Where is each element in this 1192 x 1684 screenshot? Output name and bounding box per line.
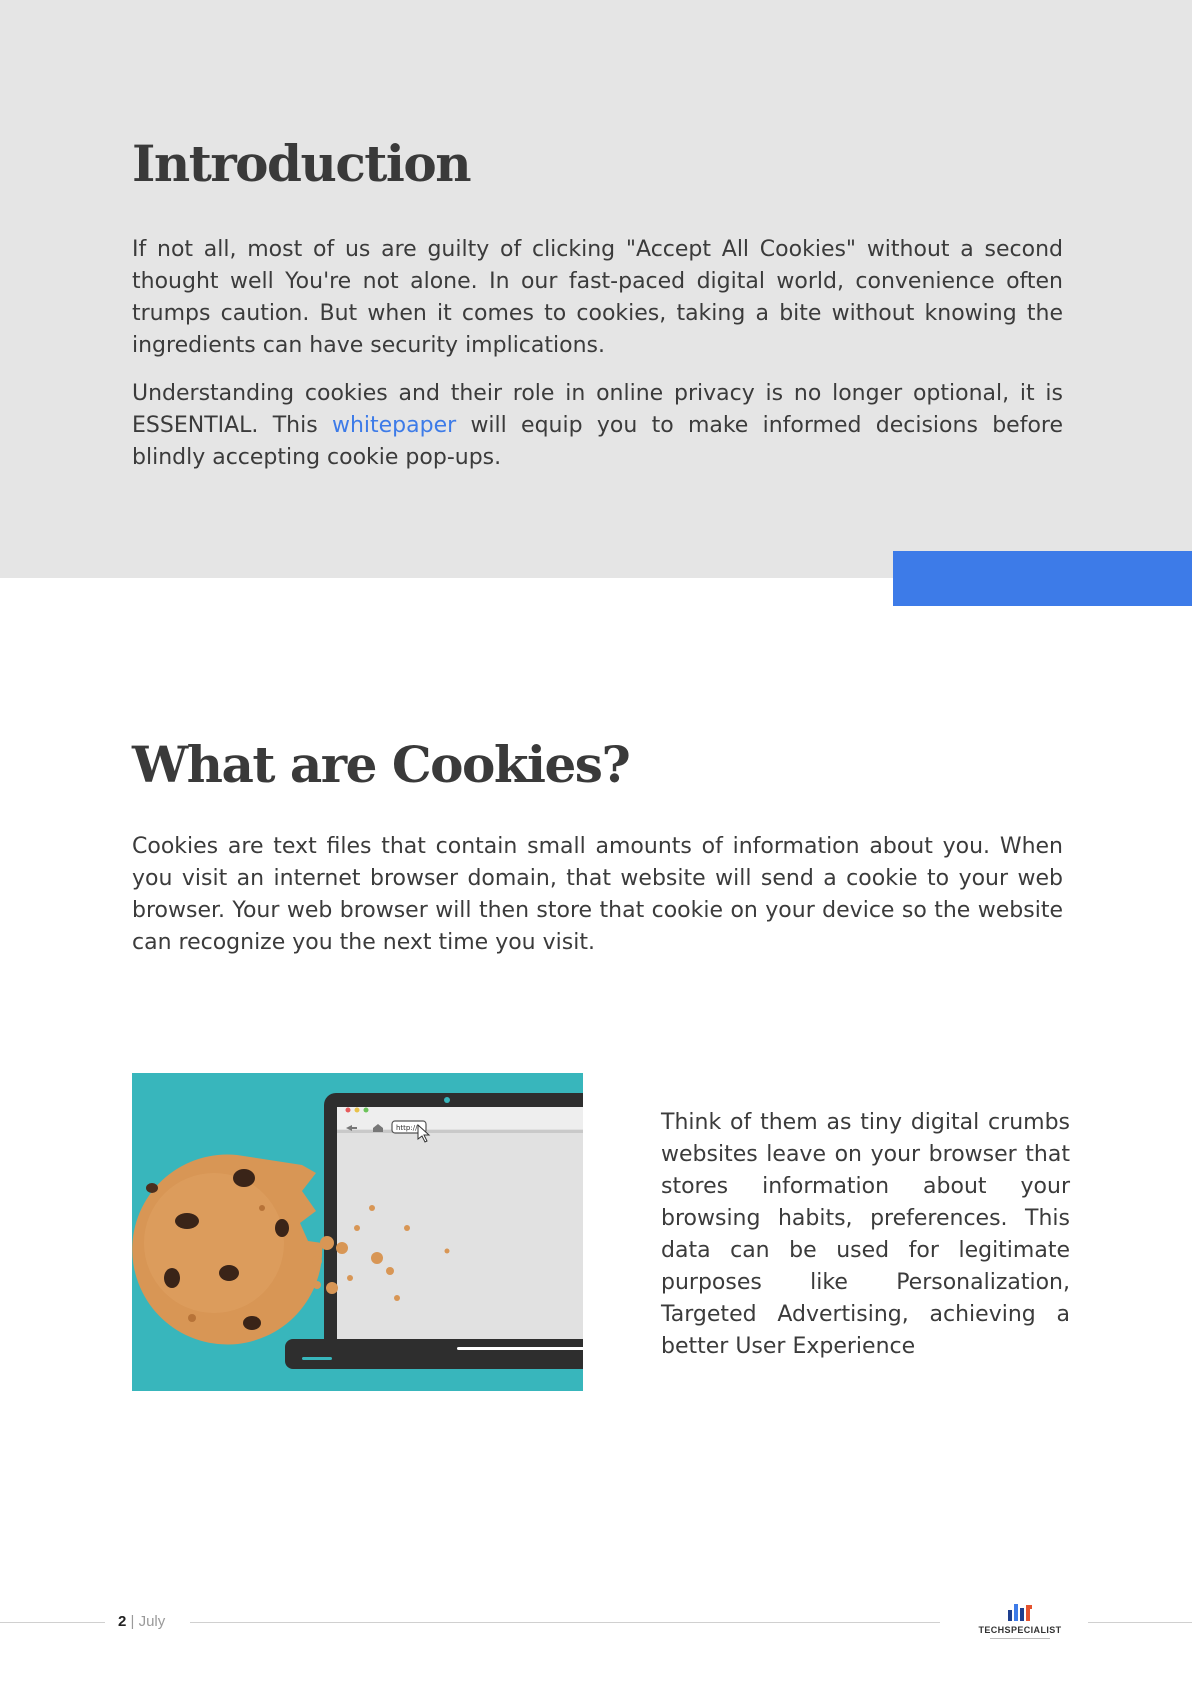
cookie-icon [132, 1154, 322, 1344]
footer-divider-middle [190, 1622, 940, 1623]
footer-divider-right [1088, 1622, 1192, 1623]
cookies-side-paragraph: Think of them as tiny digital crumbs websites leave on your browser that stores information about your browsing habits, preferences. This data can be used for legitimate purposes like Personalization, Targeted Advertising, achieving a better User Experience [661, 1110, 1070, 1359]
introduction-heading: Introduction [132, 134, 471, 193]
footer-month: July [138, 1613, 166, 1630]
brand-logo-text: TECHSPECIALIST [978, 1625, 1062, 1635]
cookies-paragraph: Cookies are text files that contain small amounts of information about you. When you visit an internet browser domain, that website will send a cookie to your web browser. Your web browser will then store that cookie on your device so the website can recognize you the next time you visit. [132, 834, 1063, 955]
laptop-icon [285, 1093, 583, 1369]
browser-url-text: http:// [396, 1124, 418, 1132]
introduction-paragraph-2-end: will equip you to make informed decisions before blindly accepting cookie pop-ups. [132, 413, 1064, 470]
introduction-paragraph-1: If not all, most of us are guilty of clicking "Accept All Cookies" without a second thought well You're not alone. In our fast-paced digital world, convenience often trumps caution. But when it comes to cookies, taking a bite without knowing the ingredients can have security implications. [132, 237, 1063, 358]
whitepaper-link[interactable]: whitepaper [331, 413, 457, 438]
footer-divider-left [0, 1622, 105, 1623]
brand-logo [974, 1601, 1066, 1641]
cookie-laptop-illustration [132, 1073, 583, 1391]
accent-block [893, 551, 1192, 606]
brand-logo-underline [990, 1638, 1050, 1639]
introduction-paragraph-2 [132, 378, 1063, 474]
page-number: 2 [118, 1613, 127, 1630]
cookies-heading: What are Cookies? [132, 735, 630, 794]
introduction-paragraph-2-start: Understanding cookies and their role in online privacy is no longer optional, it is ESSENTIAL. This [132, 381, 1063, 438]
footer-page-info [118, 1613, 165, 1630]
brand-logo-icon [1006, 1601, 1034, 1623]
footer-separator: | [126, 1613, 139, 1630]
